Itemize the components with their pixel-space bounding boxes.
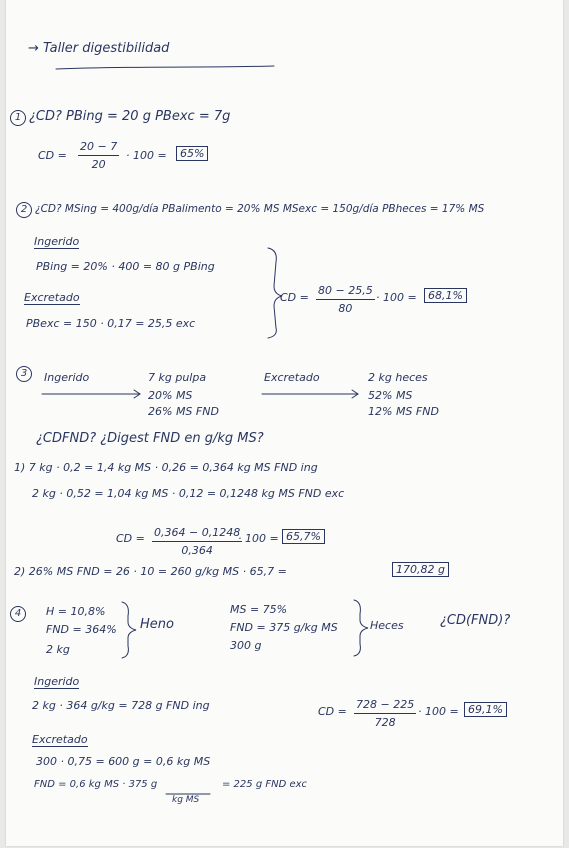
ex4-cd-label: CD = bbox=[318, 705, 347, 718]
ex4-exc-line-2-den: kg MS bbox=[172, 795, 200, 805]
pen-strokes bbox=[6, 0, 563, 846]
ex2-question-text: ¿CD? MSing = 400g/día PBalimento = 20% MS MSexc = 150g/día PBheces = 17% MS bbox=[35, 203, 485, 215]
ex3-cd-label: CD = bbox=[116, 532, 145, 545]
ex4-heno-brace bbox=[122, 602, 136, 658]
ex1-tail: · 100 = bbox=[126, 149, 167, 162]
ex2-result: 68,1% bbox=[424, 288, 467, 303]
ex2-ingerido-heading: Ingerido bbox=[34, 235, 80, 248]
ex3-line-3: 2) 26% MS FND = 26 · 10 = 260 g/kg MS · 65,7 = bbox=[14, 565, 287, 578]
ex4-denominator: 728 bbox=[374, 716, 396, 729]
ex4-h3: 2 kg bbox=[46, 643, 70, 656]
ex3-ing-b: 20% MS bbox=[148, 389, 193, 402]
ex3-numerator: 0,364 − 0,1248 bbox=[152, 526, 242, 542]
ex3-exc-b: 52% MS bbox=[368, 389, 413, 402]
ex4-h2: FND = 364% bbox=[46, 623, 117, 636]
ex2-tail: · 100 = bbox=[376, 291, 417, 304]
ex4-excretado-heading: Excretado bbox=[32, 733, 88, 746]
ex1-question-text: ¿CD? PBing = 20 g PBexc = 7g bbox=[29, 109, 231, 124]
ex3-ing-c: 26% MS FND bbox=[148, 405, 219, 418]
title-underline bbox=[56, 66, 274, 69]
ex1-number: 1 bbox=[10, 110, 26, 126]
ex4-m2: FND = 375 g/kg MS bbox=[230, 621, 338, 634]
ex4-heno: Heno bbox=[140, 617, 174, 632]
ex4-numerator: 728 − 225 bbox=[354, 698, 416, 714]
ex1-result: 65% bbox=[176, 146, 208, 161]
ex3-exc-c: 12% MS FND bbox=[368, 405, 439, 418]
ex4-ingerido-heading: Ingerido bbox=[34, 675, 80, 688]
ex3-line-2: 2 kg · 0,52 = 1,04 kg MS · 0,12 = 0,1248 kg MS FND exc bbox=[32, 487, 345, 500]
ex4-exc-line-2-tail: = 225 g FND exc bbox=[222, 779, 308, 790]
ex4-question: ¿CD(FND)? bbox=[440, 613, 511, 628]
ex4-m1: MS = 75% bbox=[230, 603, 288, 616]
ex4-h1: H = 10,8% bbox=[46, 605, 106, 618]
ex3-line-1: 1) 7 kg · 0,2 = 1,4 kg MS · 0,26 = 0,364 kg MS FND ing bbox=[14, 461, 318, 474]
ex4-ingerido-line: 2 kg · 364 g/kg = 728 g FND ing bbox=[32, 699, 210, 712]
ex4-m3: 300 g bbox=[230, 639, 262, 652]
ex4-number: 4 bbox=[10, 606, 26, 622]
ex4-exc-line-2: FND = 0,6 kg MS · 375 g bbox=[34, 779, 158, 790]
ex2-numerator: 80 − 25,5 bbox=[316, 284, 375, 300]
ex3-question: ¿CDFND? ¿Digest FND en g/kg MS? bbox=[36, 431, 264, 446]
ex3-number: 3 bbox=[16, 366, 32, 382]
ex3-result-2: 170,82 g bbox=[392, 562, 449, 577]
ex2-denominator: 80 bbox=[338, 302, 353, 315]
ex3-result: 65,7% bbox=[282, 529, 325, 544]
ex4-heces-brace bbox=[354, 600, 368, 656]
ex2-excretado-heading: Excretado bbox=[24, 291, 80, 304]
ex1-numerator: 20 − 7 bbox=[78, 140, 119, 156]
ex3-denominator: 0,364 bbox=[181, 544, 213, 557]
ex2-cd-label: CD = bbox=[280, 291, 309, 304]
ex2-number: 2 bbox=[16, 202, 32, 218]
ex3-tail: · 100 = bbox=[238, 532, 279, 545]
page-title: → Taller digestibilidad bbox=[28, 41, 170, 56]
ex4-result: 69,1% bbox=[464, 702, 507, 717]
ex3-ing-a: 7 kg pulpa bbox=[148, 371, 207, 384]
ex2-ingerido-line: PBing = 20% · 400 = 80 g PBing bbox=[36, 260, 215, 273]
ex3-ingerido-heading: Ingerido bbox=[44, 371, 90, 384]
ex1-cd-label: CD = bbox=[38, 149, 67, 162]
ex4-tail: · 100 = bbox=[418, 705, 459, 718]
ex3-exc-a: 2 kg heces bbox=[368, 371, 428, 384]
ex2-excretado-line: PBexc = 150 · 0,17 = 25,5 exc bbox=[26, 317, 196, 330]
ex2-brace bbox=[268, 248, 282, 338]
ex3-excretado-heading: Excretado bbox=[264, 371, 320, 384]
ex1-denominator: 20 bbox=[91, 158, 106, 171]
ex4-exc-line-1: 300 · 0,75 = 600 g = 0,6 kg MS bbox=[36, 755, 211, 768]
ex4-heces: Heces bbox=[370, 619, 404, 632]
notebook-page bbox=[6, 0, 563, 846]
